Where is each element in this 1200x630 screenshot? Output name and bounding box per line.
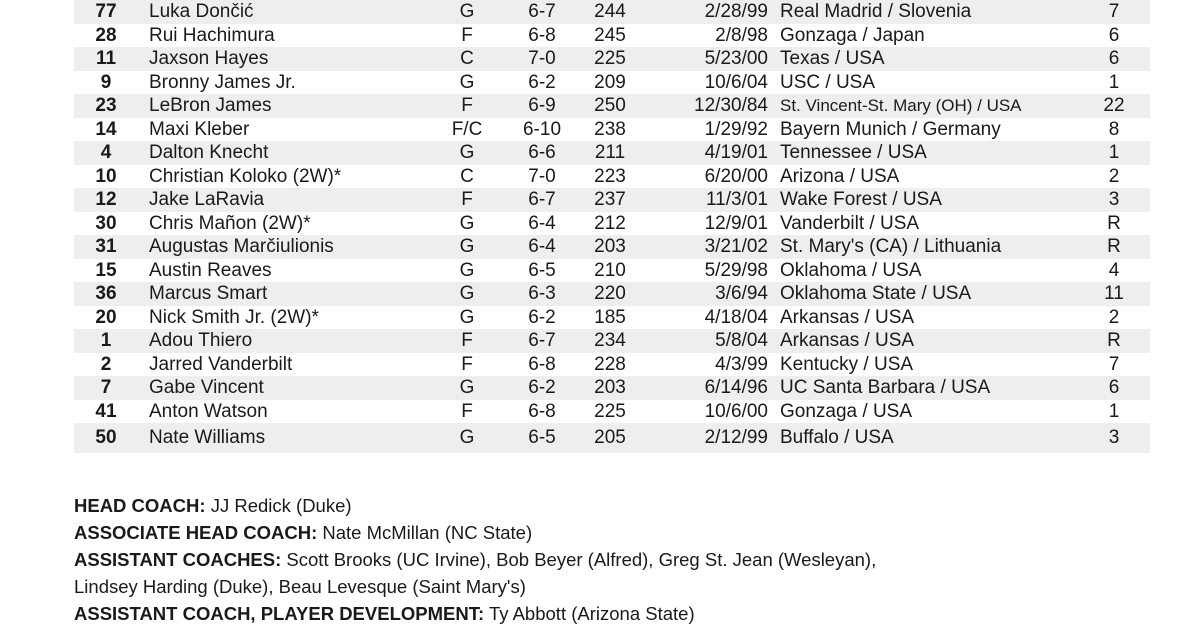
roster-row [74, 0, 1150, 24]
player-name: Christian Koloko (2W)* [149, 165, 342, 187]
player-weight: 225 [594, 48, 626, 69]
player-name: Chris Mañon (2W)* [149, 212, 311, 234]
jersey-number: 30 [95, 212, 117, 234]
player-experience: 1 [1108, 400, 1120, 422]
player-height: 6-2 [528, 71, 556, 93]
player-position: F [461, 330, 473, 351]
player-origin: Arkansas / USA [780, 306, 915, 328]
roster-row [74, 353, 1150, 377]
player-origin: Oklahoma / USA [780, 259, 922, 281]
player-experience: 1 [1108, 142, 1120, 163]
roster-row [74, 212, 1150, 236]
player-experience: R [1107, 212, 1121, 234]
player-experience: 8 [1108, 118, 1120, 140]
player-weight: 212 [594, 212, 626, 234]
jersey-number: 23 [95, 95, 117, 116]
player-position: G [459, 142, 475, 163]
roster-row [74, 400, 1150, 424]
player-experience: 22 [1103, 95, 1125, 116]
player-origin: Buffalo / USA [780, 427, 894, 448]
roster-table [74, 0, 1150, 453]
roster-row [74, 118, 1150, 142]
player-experience: 3 [1108, 427, 1120, 448]
player-position: G [459, 1, 475, 22]
player-height: 6-8 [528, 24, 556, 46]
roster-row [74, 306, 1150, 330]
player-position: F [461, 24, 473, 46]
player-weight: 228 [594, 353, 626, 375]
roster-row [74, 94, 1150, 118]
roster-row [74, 47, 1150, 71]
player-weight: 238 [594, 118, 626, 140]
assistant-coaches-line [74, 546, 1154, 573]
player-name: Nate Williams [149, 427, 266, 448]
player-height: 6-5 [528, 259, 556, 281]
assistant-coaches-value: Scott Brooks (UC Irvine), Bob Beyer (Alfred), Greg St. Jean (Wesleyan), [281, 549, 877, 570]
player-name: Adou Thiero [149, 330, 253, 351]
player-weight: 223 [594, 165, 626, 187]
player-name: Jarred Vanderbilt [149, 353, 293, 375]
player-origin: Texas / USA [780, 48, 885, 69]
player-weight: 245 [594, 24, 626, 46]
player-height: 6-2 [528, 377, 556, 398]
head-coach-label: HEAD COACH: [74, 495, 206, 516]
player-origin: USC / USA [780, 71, 876, 93]
player-height: 6-5 [528, 427, 556, 448]
player-position: G [459, 306, 475, 328]
roster-row [74, 188, 1150, 212]
player-name: Augustas Marčiulionis [149, 236, 334, 257]
player-weight: 210 [594, 259, 626, 281]
player-birthdate: 2/28/99 [704, 1, 768, 22]
player-weight: 237 [594, 189, 626, 210]
jersey-number: 9 [100, 71, 112, 93]
player-name: Rui Hachimura [149, 24, 275, 46]
roster-row [74, 376, 1150, 400]
player-birthdate: 5/29/98 [704, 259, 768, 281]
roster-row [74, 141, 1150, 165]
player-position: G [459, 377, 475, 398]
jersey-number: 10 [95, 165, 117, 187]
player-name: Jaxson Hayes [149, 48, 269, 69]
player-weight: 211 [594, 142, 626, 163]
player-weight: 203 [594, 377, 626, 398]
player-experience: 7 [1108, 1, 1120, 22]
player-name: Austin Reaves [149, 259, 272, 281]
jersey-number: 2 [100, 353, 112, 375]
player-birthdate: 10/6/00 [704, 400, 768, 422]
player-position: F [461, 400, 473, 422]
player-weight: 209 [594, 71, 626, 93]
player-origin: Arkansas / USA [780, 330, 915, 351]
player-origin: St. Vincent-St. Mary (OH) / USA [780, 96, 1022, 115]
player-origin: Gonzaga / Japan [780, 24, 925, 46]
player-birthdate: 5/8/04 [715, 330, 768, 351]
jersey-number: 36 [95, 283, 117, 304]
player-birthdate: 5/23/00 [704, 48, 768, 69]
player-height: 6-2 [528, 306, 556, 328]
player-height: 6-3 [528, 283, 556, 304]
player-origin: Arizona / USA [780, 165, 900, 187]
player-position: G [459, 71, 475, 93]
player-experience: R [1107, 236, 1121, 257]
player-experience: 6 [1108, 24, 1120, 46]
player-position: G [459, 212, 475, 234]
player-name: Marcus Smart [149, 283, 268, 304]
player-position: G [459, 283, 475, 304]
player-weight: 220 [594, 283, 626, 304]
jersey-number: 4 [100, 142, 112, 163]
player-origin: Gonzaga / USA [780, 400, 913, 422]
player-name: Gabe Vincent [149, 377, 264, 398]
roster-row [74, 423, 1150, 453]
roster-row [74, 24, 1150, 48]
player-position: G [459, 236, 475, 257]
player-birthdate: 2/8/98 [715, 24, 768, 46]
jersey-number: 31 [95, 236, 117, 257]
player-origin: Wake Forest / USA [780, 189, 942, 210]
player-position: G [459, 259, 475, 281]
player-experience: 3 [1108, 189, 1120, 210]
player-height: 6-7 [528, 330, 556, 351]
player-position: F/C [451, 118, 483, 140]
player-weight: 250 [594, 95, 626, 116]
player-name: Dalton Knecht [149, 142, 269, 163]
player-position: F [461, 353, 473, 375]
player-development-coach-label: ASSISTANT COACH, PLAYER DEVELOPMENT: [74, 603, 485, 624]
player-height: 6-7 [528, 189, 556, 210]
jersey-number: 14 [95, 118, 117, 140]
player-position: C [460, 165, 474, 187]
player-height: 6-7 [528, 1, 556, 22]
jersey-number: 41 [95, 400, 117, 422]
associate-head-coach-line [74, 519, 1154, 546]
player-height: 7-0 [528, 165, 556, 187]
player-development-coach-line [74, 600, 1154, 627]
roster-row [74, 165, 1150, 189]
roster-row [74, 235, 1150, 259]
player-origin: Real Madrid / Slovenia [780, 1, 972, 22]
player-birthdate: 10/6/04 [704, 71, 768, 93]
player-birthdate: 12/30/84 [694, 95, 768, 116]
player-birthdate: 1/29/92 [704, 118, 768, 140]
player-birthdate: 4/3/99 [715, 353, 768, 375]
player-height: 6-8 [528, 353, 556, 375]
player-origin: St. Mary's (CA) / Lithuania [780, 236, 1002, 257]
player-birthdate: 6/20/00 [704, 165, 768, 187]
player-position: C [460, 48, 474, 69]
associate-head-coach-value: Nate McMillan (NC State) [317, 522, 533, 543]
roster-row [74, 71, 1150, 95]
player-name: Bronny James Jr. [149, 71, 296, 93]
player-name: Luka Dončić [149, 1, 254, 22]
player-origin: Vanderbilt / USA [780, 212, 920, 234]
player-height: 6-4 [528, 212, 556, 234]
jersey-number: 1 [100, 330, 112, 351]
jersey-number: 15 [95, 259, 117, 281]
player-birthdate: 4/19/01 [704, 142, 768, 163]
roster-row [74, 282, 1150, 306]
player-origin: Bayern Munich / Germany [780, 118, 1001, 140]
player-experience: 2 [1108, 165, 1120, 187]
player-birthdate: 3/6/94 [715, 283, 768, 304]
associate-head-coach-label: ASSOCIATE HEAD COACH: [74, 522, 318, 543]
player-weight: 185 [594, 306, 626, 328]
player-development-coach-value: Ty Abbott (Arizona State) [484, 603, 695, 624]
player-position: F [461, 95, 473, 116]
player-birthdate: 12/9/01 [704, 212, 768, 234]
player-height: 6-8 [528, 400, 556, 422]
player-weight: 234 [594, 330, 626, 351]
player-height: 6-9 [528, 95, 556, 116]
assistant-coaches-continued: Lindsey Harding (Duke), Beau Levesque (Saint Mary's) [74, 576, 526, 597]
player-experience: 6 [1108, 48, 1120, 69]
roster-row [74, 259, 1150, 283]
player-height: 6-4 [528, 236, 556, 257]
player-experience: R [1107, 330, 1121, 351]
player-experience: 11 [1104, 283, 1124, 304]
player-origin: UC Santa Barbara / USA [780, 377, 991, 398]
player-name: Anton Watson [149, 400, 268, 422]
roster-row [74, 329, 1150, 353]
player-experience: 2 [1108, 306, 1120, 328]
player-position: G [459, 427, 475, 448]
jersey-number: 20 [95, 306, 117, 328]
player-weight: 244 [594, 1, 626, 22]
player-weight: 203 [594, 236, 626, 257]
player-weight: 205 [594, 427, 626, 448]
head-coach-value: JJ Redick (Duke) [205, 495, 352, 516]
player-name: Jake LaRavia [149, 189, 265, 210]
player-name: LeBron James [149, 95, 272, 116]
player-experience: 7 [1108, 353, 1120, 375]
coaching-staff [74, 492, 1154, 627]
player-height: 6-10 [522, 118, 562, 140]
player-name: Maxi Kleber [149, 118, 250, 140]
player-birthdate: 6/14/96 [704, 377, 768, 398]
player-birthdate: 2/12/99 [704, 427, 768, 448]
player-birthdate: 11/3/01 [706, 189, 768, 210]
jersey-number: 7 [100, 377, 112, 398]
player-origin: Tennessee / USA [780, 142, 927, 163]
jersey-number: 77 [95, 1, 117, 22]
player-height: 6-6 [528, 142, 556, 163]
head-coach-line [74, 492, 1154, 519]
player-name: Nick Smith Jr. (2W)* [149, 306, 319, 328]
jersey-number: 11 [95, 48, 117, 69]
player-position: F [461, 189, 473, 210]
assistant-coaches-label: ASSISTANT COACHES: [74, 549, 282, 570]
jersey-number: 12 [95, 189, 117, 210]
player-birthdate: 4/18/04 [704, 306, 768, 328]
player-origin: Oklahoma State / USA [780, 283, 972, 304]
player-experience: 6 [1108, 377, 1120, 398]
jersey-number: 28 [95, 24, 117, 46]
player-height: 7-0 [528, 48, 556, 69]
jersey-number: 50 [95, 427, 117, 448]
player-experience: 4 [1108, 259, 1120, 281]
player-birthdate: 3/21/02 [704, 236, 768, 257]
player-weight: 225 [594, 400, 626, 422]
player-experience: 1 [1108, 71, 1120, 93]
player-origin: Kentucky / USA [780, 353, 914, 375]
